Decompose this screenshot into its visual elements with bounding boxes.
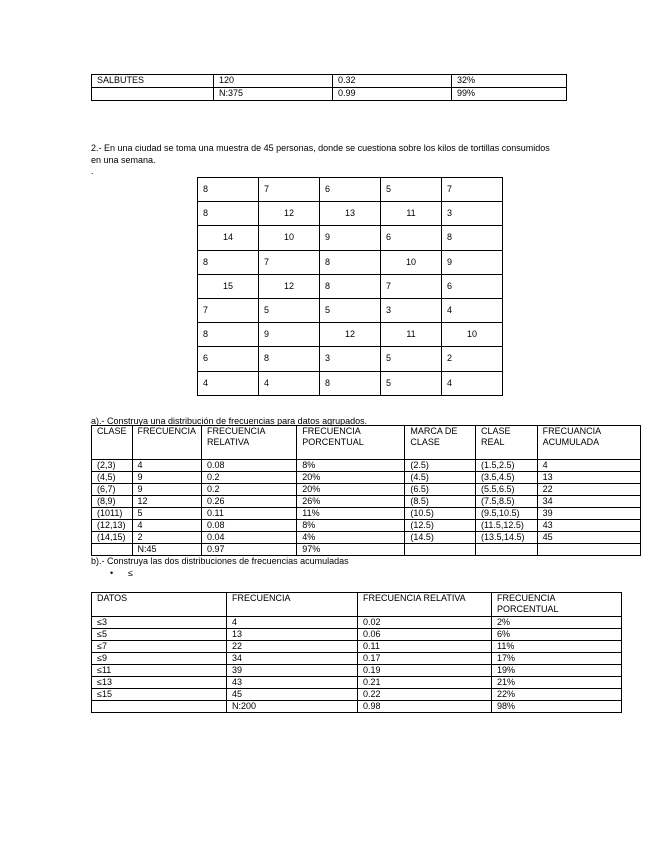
- table-cell: 6: [381, 226, 442, 250]
- table-cell: 0.06: [358, 629, 492, 641]
- table-cell: 8: [198, 178, 259, 202]
- table-row: [92, 617, 622, 629]
- table-cell: 5: [132, 508, 202, 520]
- table-cell: 4: [442, 298, 503, 322]
- table-cell: 17%: [492, 653, 622, 665]
- table-cell: [476, 544, 538, 556]
- table-row: [92, 520, 641, 532]
- table-cell: 7: [259, 178, 320, 202]
- table-cell: 10: [381, 250, 442, 274]
- table-cell: 45: [537, 532, 640, 544]
- table-cell: N:375: [214, 88, 333, 101]
- table-cell: 32%: [452, 75, 567, 88]
- bullet-symbol: ≤: [128, 568, 133, 578]
- table-cell: 4: [537, 460, 640, 472]
- table-cell: (1.5,2.5): [476, 460, 538, 472]
- table-cell: (1011): [92, 508, 133, 520]
- table-cell: 43: [537, 520, 640, 532]
- table-cell: 0.2: [202, 484, 297, 496]
- table-cell: (4.5): [405, 472, 476, 484]
- table-cell: 7: [198, 298, 259, 322]
- table-cell: [92, 701, 227, 713]
- table-cell: 13: [537, 472, 640, 484]
- table-row: [92, 629, 622, 641]
- table-cell: (5.5,6.5): [476, 484, 538, 496]
- table-cell: (14,15): [92, 532, 133, 544]
- table-cell: 0.17: [358, 653, 492, 665]
- bullet-point: •: [110, 568, 114, 578]
- table-header-row: [92, 426, 641, 460]
- table-cell: (8,9): [92, 496, 133, 508]
- table-cell: (10.5): [405, 508, 476, 520]
- table-cell: 12: [259, 274, 320, 298]
- table-cell: 11: [381, 202, 442, 226]
- table-row: [92, 484, 641, 496]
- table-cell: N:200: [227, 701, 358, 713]
- column-header: CLASE REAL: [476, 426, 538, 460]
- column-header: MARCA DE CLASE: [405, 426, 476, 460]
- table-cell: 5: [381, 178, 442, 202]
- table-cell: 2: [442, 347, 503, 371]
- table-cell: 0.21: [358, 677, 492, 689]
- table-cell: 21%: [492, 677, 622, 689]
- table-row: [92, 472, 641, 484]
- column-header: FRECUENCIA RELATIVA: [358, 593, 492, 617]
- table-cell: 4: [132, 520, 202, 532]
- column-header: CLASE: [92, 426, 133, 460]
- table-cell: 0.97: [202, 544, 297, 556]
- table-cell: 0.32: [333, 75, 452, 88]
- table-cell: 4: [198, 371, 259, 395]
- table-cell: (12.5): [405, 520, 476, 532]
- table-cell: 4%: [297, 532, 405, 544]
- table-cell: (4,5): [92, 472, 133, 484]
- table-cell: 0.26: [202, 496, 297, 508]
- column-header: DATOS: [92, 593, 227, 617]
- table-header-row: [92, 593, 622, 617]
- table-cell: 0.08: [202, 460, 297, 472]
- table-cell: (7.5,8.5): [476, 496, 538, 508]
- table-cell: 20%: [297, 484, 405, 496]
- table-row: [92, 701, 622, 713]
- table-cell: 5: [320, 298, 381, 322]
- table-row: [92, 689, 622, 701]
- table-cell: 97%: [297, 544, 405, 556]
- table-cell: 8: [320, 274, 381, 298]
- table-cell: [92, 544, 133, 556]
- table-cell: 8%: [297, 520, 405, 532]
- table-cell: 98%: [492, 701, 622, 713]
- table-cell: 0.11: [358, 641, 492, 653]
- table-cell: [537, 544, 640, 556]
- table-cell: 0.99: [333, 88, 452, 101]
- table-cell: 11%: [297, 508, 405, 520]
- table-cell: ≤15: [92, 689, 227, 701]
- table-cell: 10: [442, 323, 503, 347]
- table-cell: 8: [198, 250, 259, 274]
- table-row: [198, 347, 503, 371]
- table-cell: 0.98: [358, 701, 492, 713]
- table-cell: 4: [442, 371, 503, 395]
- table-cell: 0.22: [358, 689, 492, 701]
- table-cell: 7: [442, 178, 503, 202]
- table-cell: 0.11: [202, 508, 297, 520]
- table-row: [198, 250, 503, 274]
- table-cell: 8: [320, 250, 381, 274]
- table-row: [92, 665, 622, 677]
- table-cell: 0.19: [358, 665, 492, 677]
- table-cell: 8: [198, 323, 259, 347]
- table-cell: 8: [259, 347, 320, 371]
- part-a-label: a).- Construya una distribución de frecuencias para datos agrupados.: [91, 416, 368, 426]
- table-cell: 12: [259, 202, 320, 226]
- grouped-frequency-table: [91, 425, 641, 556]
- table-cell: 34: [227, 653, 358, 665]
- table-cell: 11: [381, 323, 442, 347]
- table-cell: 2: [132, 532, 202, 544]
- table-cell: 22: [227, 641, 358, 653]
- table-cell: SALBUTES: [92, 75, 214, 88]
- table-cell: 12: [132, 496, 202, 508]
- table-cell: 11%: [492, 641, 622, 653]
- table-cell: 15: [198, 274, 259, 298]
- table-row: [92, 88, 567, 101]
- table-cell: 0.08: [202, 520, 297, 532]
- question-2-dot: .: [91, 166, 94, 176]
- table-cell: 20%: [297, 472, 405, 484]
- table-cell: 8: [442, 226, 503, 250]
- column-header: FRECUANCIA ACUMULADA: [537, 426, 640, 460]
- table-cell: [405, 544, 476, 556]
- table-cell: 39: [227, 665, 358, 677]
- table-cell: 13: [227, 629, 358, 641]
- table-row: [198, 323, 503, 347]
- table-cell: 9: [442, 250, 503, 274]
- table-row: [92, 75, 567, 88]
- column-header: FRECUENCIA: [132, 426, 202, 460]
- table-cell: 6%: [492, 629, 622, 641]
- table-cell: 120: [214, 75, 333, 88]
- table-cell: 5: [259, 298, 320, 322]
- table-cell: (13.5,14.5): [476, 532, 538, 544]
- table-cell: 19%: [492, 665, 622, 677]
- table-cell: 4: [132, 460, 202, 472]
- table-cell: 10: [259, 226, 320, 250]
- table-row: [92, 641, 622, 653]
- table-cell: 4: [227, 617, 358, 629]
- table-cell: 0.02: [358, 617, 492, 629]
- table-cell: 9: [320, 226, 381, 250]
- table-cell: 8%: [297, 460, 405, 472]
- table-row: [198, 226, 503, 250]
- part-b-label: b).- Construya las dos distribuciones de frecuencias acumuladas: [91, 556, 349, 566]
- table-cell: 12: [320, 323, 381, 347]
- table-cell: (2,3): [92, 460, 133, 472]
- table-cell: 6: [320, 178, 381, 202]
- table-cell: 43: [227, 677, 358, 689]
- table-cell: ≤11: [92, 665, 227, 677]
- table-cell: 34: [537, 496, 640, 508]
- table-cell: 3: [442, 202, 503, 226]
- table-cell: 0.04: [202, 532, 297, 544]
- table-cell: 9: [132, 484, 202, 496]
- table-cell: 45: [227, 689, 358, 701]
- table-cell: 9: [132, 472, 202, 484]
- question-2-text: 2.- En una ciudad se toma una muestra de 45 personas, donde se cuestiona sobre los kilos de tortillas consumidos en una semana.: [91, 143, 550, 165]
- table-cell: 7: [381, 274, 442, 298]
- table-cell: 5: [381, 347, 442, 371]
- table-row: [92, 496, 641, 508]
- table-cell: 9: [259, 323, 320, 347]
- cumulative-frequency-table: [91, 592, 622, 713]
- table-cell: (6.5): [405, 484, 476, 496]
- table-cell: 14: [198, 226, 259, 250]
- table-cell: 99%: [452, 88, 567, 101]
- table-row: [92, 508, 641, 520]
- table-cell: ≤13: [92, 677, 227, 689]
- table-cell: 22: [537, 484, 640, 496]
- table-row: [92, 460, 641, 472]
- summary-table: [91, 74, 567, 101]
- table-cell: (6,7): [92, 484, 133, 496]
- table-cell: (12,13): [92, 520, 133, 532]
- table-cell: 3: [320, 347, 381, 371]
- table-cell: ≤3: [92, 617, 227, 629]
- table-cell: 5: [381, 371, 442, 395]
- table-cell: (3.5,4.5): [476, 472, 538, 484]
- table-cell: (8.5): [405, 496, 476, 508]
- table-cell: [92, 88, 214, 101]
- table-cell: 3: [381, 298, 442, 322]
- column-header: FRECUENCIA: [227, 593, 358, 617]
- table-cell: (9.5,10.5): [476, 508, 538, 520]
- table-cell: 8: [198, 202, 259, 226]
- table-cell: 0.2: [202, 472, 297, 484]
- table-cell: 2%: [492, 617, 622, 629]
- table-row: [198, 202, 503, 226]
- table-cell: 13: [320, 202, 381, 226]
- table-cell: ≤5: [92, 629, 227, 641]
- table-cell: 26%: [297, 496, 405, 508]
- table-row: [198, 274, 503, 298]
- column-header: FRECUENCIA PORCENTUAL: [297, 426, 405, 460]
- table-cell: 6: [198, 347, 259, 371]
- table-cell: (14.5): [405, 532, 476, 544]
- table-cell: 7: [259, 250, 320, 274]
- table-cell: ≤9: [92, 653, 227, 665]
- table-row: [92, 653, 622, 665]
- table-row: [92, 532, 641, 544]
- column-header: FRECUENCIA PORCENTUAL: [492, 593, 622, 617]
- table-row: [92, 677, 622, 689]
- table-cell: 39: [537, 508, 640, 520]
- table-cell: 6: [442, 274, 503, 298]
- table-cell: 4: [259, 371, 320, 395]
- table-cell: 22%: [492, 689, 622, 701]
- column-header: FRECUENCIA RELATIVA: [202, 426, 297, 460]
- table-row: [92, 544, 641, 556]
- table-cell: (2.5): [405, 460, 476, 472]
- table-row: [198, 298, 503, 322]
- table-row: [198, 178, 503, 202]
- table-cell: ≤7: [92, 641, 227, 653]
- table-row: [198, 371, 503, 395]
- raw-data-grid: [197, 177, 503, 396]
- table-cell: N:45: [132, 544, 202, 556]
- table-cell: (11.5,12.5): [476, 520, 538, 532]
- table-cell: 8: [320, 371, 381, 395]
